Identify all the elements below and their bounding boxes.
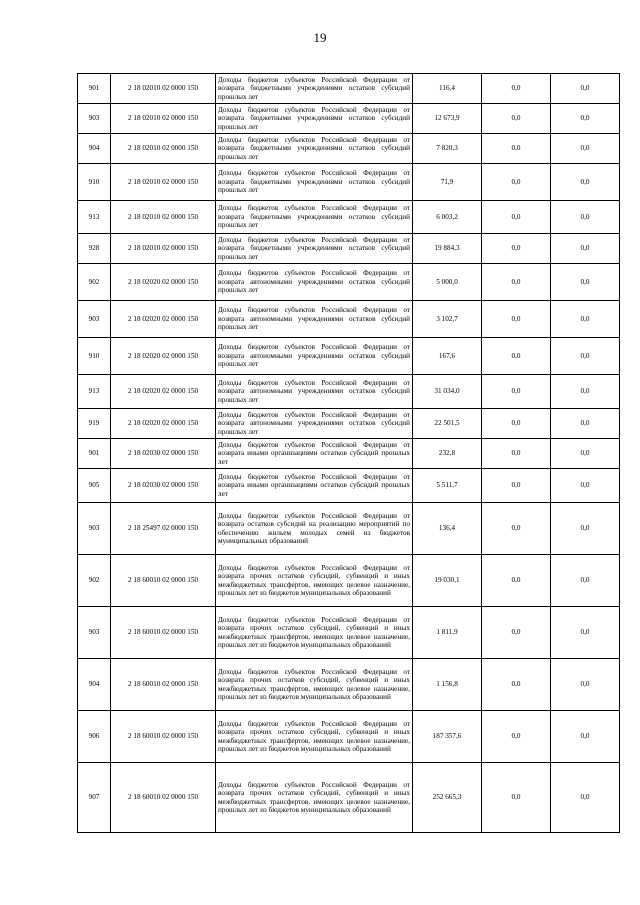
table-row <box>78 301 620 338</box>
budget-classification-code-cell: 2 18 02030 02 0000 150 <box>111 439 216 469</box>
amount-year2-cell: 0,0 <box>482 659 551 711</box>
amount-year1-cell: 187 357,6 <box>413 711 482 763</box>
budget-classification-code-cell: 2 18 02020 02 0000 150 <box>111 301 216 338</box>
revenue-name-cell: Доходы бюджетов субъектов Российской Федерации от возврата прочих остатков субсидий, субвенций и иных межбюджетных трансфертов, имеющих целевое назначение, прошлых лет из бюджетов муниципальных образований <box>216 555 413 607</box>
amount-year1-cell: 7 820,3 <box>413 134 482 164</box>
revenue-name-cell: Доходы бюджетов субъектов Российской Федерации от возврата бюджетными учреждениями остатков субсидий прошлых лет <box>216 104 413 134</box>
table-row <box>78 439 620 469</box>
amount-year3-cell: 0,0 <box>551 74 620 104</box>
budget-classification-code-cell: 2 18 02010 02 0000 150 <box>111 134 216 164</box>
amount-year2-cell: 0,0 <box>482 375 551 409</box>
admin-code-cell: 910 <box>78 164 111 201</box>
budget-classification-code-cell: 2 18 02020 02 0000 150 <box>111 338 216 375</box>
budget-classification-code-cell: 2 18 02010 02 0000 150 <box>111 74 216 104</box>
amount-year3-cell: 0,0 <box>551 134 620 164</box>
budget-classification-code-cell: 2 18 02010 02 0000 150 <box>111 201 216 234</box>
budget-classification-code-cell: 2 18 02030 02 0000 150 <box>111 469 216 503</box>
amount-year1-cell: 1 156,8 <box>413 659 482 711</box>
amount-year3-cell: 0,0 <box>551 104 620 134</box>
table-row <box>78 555 620 607</box>
revenue-name-cell: Доходы бюджетов субъектов Российской Федерации от возврата бюджетными учреждениями остатков субсидий прошлых лет <box>216 201 413 234</box>
amount-year1-cell: 71,9 <box>413 164 482 201</box>
budget-classification-code-cell: 2 18 02010 02 0000 150 <box>111 164 216 201</box>
budget-classification-code-cell: 2 18 60010 02 0000 150 <box>111 555 216 607</box>
budget-classification-code-cell: 2 18 25497 02 0000 150 <box>111 503 216 555</box>
amount-year3-cell: 0,0 <box>551 763 620 833</box>
budget-revenue-table <box>77 73 620 833</box>
amount-year2-cell: 0,0 <box>482 104 551 134</box>
table-row <box>78 134 620 164</box>
revenue-name-cell: Доходы бюджетов субъектов Российской Федерации от возврата иными организациями остатков субсидий прошлых лет <box>216 469 413 503</box>
revenue-name-cell: Доходы бюджетов субъектов Российской Федерации от возврата прочих остатков субсидий, субвенций и иных межбюджетных трансфертов, имеющих целевое назначение, прошлых лет из бюджетов муниципальных образований <box>216 607 413 659</box>
revenue-name-cell: Доходы бюджетов субъектов Российской Федерации от возврата автономными учреждениями остатков субсидий прошлых лет <box>216 301 413 338</box>
table-row <box>78 659 620 711</box>
amount-year3-cell: 0,0 <box>551 201 620 234</box>
table-body <box>78 74 620 833</box>
table-row <box>78 375 620 409</box>
admin-code-cell: 902 <box>78 555 111 607</box>
table-row <box>78 338 620 375</box>
budget-classification-code-cell: 2 18 60010 02 0000 150 <box>111 763 216 833</box>
revenue-name-cell: Доходы бюджетов субъектов Российской Федерации от возврата иными организациями остатков субсидий прошлых лет <box>216 439 413 469</box>
revenue-name-cell: Доходы бюджетов субъектов Российской Федерации от возврата бюджетными учреждениями остатков субсидий прошлых лет <box>216 164 413 201</box>
amount-year1-cell: 22 501,5 <box>413 409 482 439</box>
amount-year2-cell: 0,0 <box>482 264 551 301</box>
table-row <box>78 234 620 264</box>
revenue-name-cell: Доходы бюджетов субъектов Российской Федерации от возврата автономными учреждениями остатков субсидий прошлых лет <box>216 375 413 409</box>
admin-code-cell: 903 <box>78 104 111 134</box>
budget-classification-code-cell: 2 18 60010 02 0000 150 <box>111 607 216 659</box>
amount-year1-cell: 19 030,1 <box>413 555 482 607</box>
revenue-name-cell: Доходы бюджетов субъектов Российской Федерации от возврата прочих остатков субсидий, субвенций и иных межбюджетных трансфертов, имеющих целевое назначение, прошлых лет из бюджетов муниципальных образований <box>216 763 413 833</box>
amount-year1-cell: 232,8 <box>413 439 482 469</box>
table-row <box>78 104 620 134</box>
table-row <box>78 164 620 201</box>
amount-year2-cell: 0,0 <box>482 763 551 833</box>
amount-year3-cell: 0,0 <box>551 234 620 264</box>
amount-year3-cell: 0,0 <box>551 711 620 763</box>
page-number: 19 <box>313 30 327 45</box>
budget-classification-code-cell: 2 18 02010 02 0000 150 <box>111 104 216 134</box>
budget-classification-code-cell: 2 18 60010 02 0000 150 <box>111 659 216 711</box>
amount-year1-cell: 31 034,0 <box>413 375 482 409</box>
admin-code-cell: 913 <box>78 201 111 234</box>
table-row <box>78 607 620 659</box>
amount-year3-cell: 0,0 <box>551 659 620 711</box>
amount-year1-cell: 1 811,9 <box>413 607 482 659</box>
amount-year2-cell: 0,0 <box>482 607 551 659</box>
amount-year1-cell: 5 000,0 <box>413 264 482 301</box>
budget-classification-code-cell: 2 18 02020 02 0000 150 <box>111 264 216 301</box>
admin-code-cell: 913 <box>78 375 111 409</box>
amount-year1-cell: 167,6 <box>413 338 482 375</box>
amount-year1-cell: 136,4 <box>413 503 482 555</box>
revenue-name-cell: Доходы бюджетов субъектов Российской Федерации от возврата автономными учреждениями остатков субсидий прошлых лет <box>216 338 413 375</box>
admin-code-cell: 903 <box>78 607 111 659</box>
amount-year2-cell: 0,0 <box>482 301 551 338</box>
table-row <box>78 763 620 833</box>
admin-code-cell: 902 <box>78 264 111 301</box>
amount-year3-cell: 0,0 <box>551 607 620 659</box>
table-row <box>78 74 620 104</box>
admin-code-cell: 901 <box>78 439 111 469</box>
amount-year3-cell: 0,0 <box>551 439 620 469</box>
amount-year2-cell: 0,0 <box>482 503 551 555</box>
admin-code-cell: 928 <box>78 234 111 264</box>
admin-code-cell: 907 <box>78 763 111 833</box>
amount-year1-cell: 3 102,7 <box>413 301 482 338</box>
amount-year2-cell: 0,0 <box>482 164 551 201</box>
admin-code-cell: 901 <box>78 74 111 104</box>
budget-classification-code-cell: 2 18 02020 02 0000 150 <box>111 375 216 409</box>
table-row <box>78 469 620 503</box>
admin-code-cell: 906 <box>78 711 111 763</box>
amount-year3-cell: 0,0 <box>551 469 620 503</box>
revenue-name-cell: Доходы бюджетов субъектов Российской Федерации от возврата бюджетными учреждениями остатков субсидий прошлых лет <box>216 234 413 264</box>
admin-code-cell: 904 <box>78 134 111 164</box>
table-row <box>78 711 620 763</box>
budget-classification-code-cell: 2 18 02010 02 0000 150 <box>111 234 216 264</box>
admin-code-cell: 919 <box>78 409 111 439</box>
amount-year2-cell: 0,0 <box>482 234 551 264</box>
amount-year2-cell: 0,0 <box>482 439 551 469</box>
amount-year2-cell: 0,0 <box>482 74 551 104</box>
admin-code-cell: 905 <box>78 469 111 503</box>
admin-code-cell: 904 <box>78 659 111 711</box>
budget-classification-code-cell: 2 18 60010 02 0000 150 <box>111 711 216 763</box>
amount-year2-cell: 0,0 <box>482 338 551 375</box>
budget-classification-code-cell: 2 18 02020 02 0000 150 <box>111 409 216 439</box>
admin-code-cell: 903 <box>78 301 111 338</box>
revenue-name-cell: Доходы бюджетов субъектов Российской Федерации от возврата бюджетными учреждениями остатков субсидий прошлых лет <box>216 74 413 104</box>
amount-year2-cell: 0,0 <box>482 555 551 607</box>
amount-year3-cell: 0,0 <box>551 338 620 375</box>
amount-year2-cell: 0,0 <box>482 711 551 763</box>
amount-year1-cell: 116,4 <box>413 74 482 104</box>
amount-year3-cell: 0,0 <box>551 264 620 301</box>
amount-year2-cell: 0,0 <box>482 201 551 234</box>
revenue-name-cell: Доходы бюджетов субъектов Российской Федерации от возврата автономными учреждениями остатков субсидий прошлых лет <box>216 264 413 301</box>
table-row <box>78 503 620 555</box>
amount-year1-cell: 6 003,2 <box>413 201 482 234</box>
amount-year2-cell: 0,0 <box>482 469 551 503</box>
table-row <box>78 264 620 301</box>
revenue-name-cell: Доходы бюджетов субъектов Российской Федерации от возврата бюджетными учреждениями остатков субсидий прошлых лет <box>216 134 413 164</box>
amount-year1-cell: 5 511,7 <box>413 469 482 503</box>
amount-year3-cell: 0,0 <box>551 164 620 201</box>
amount-year3-cell: 0,0 <box>551 503 620 555</box>
revenue-name-cell: Доходы бюджетов субъектов Российской Федерации от возврата прочих остатков субсидий, субвенций и иных межбюджетных трансфертов, имеющих целевое назначение, прошлых лет из бюджетов муниципальных образований <box>216 659 413 711</box>
amount-year2-cell: 0,0 <box>482 409 551 439</box>
amount-year1-cell: 19 884,3 <box>413 234 482 264</box>
amount-year3-cell: 0,0 <box>551 375 620 409</box>
revenue-name-cell: Доходы бюджетов субъектов Российской Федерации от возврата автономными учреждениями остатков субсидий прошлых лет <box>216 409 413 439</box>
amount-year1-cell: 12 673,9 <box>413 104 482 134</box>
table-row <box>78 201 620 234</box>
table-row <box>78 409 620 439</box>
admin-code-cell: 910 <box>78 338 111 375</box>
revenue-name-cell: Доходы бюджетов субъектов Российской Федерации от возврата остатков субсидий на реализацию мероприятий по обеспечению жильем молодых семей из бюджетов муниципальных образований <box>216 503 413 555</box>
amount-year3-cell: 0,0 <box>551 555 620 607</box>
amount-year2-cell: 0,0 <box>482 134 551 164</box>
revenue-name-cell: Доходы бюджетов субъектов Российской Федерации от возврата прочих остатков субсидий, субвенций и иных межбюджетных трансфертов, имеющих целевое назначение, прошлых лет из бюджетов муниципальных образований <box>216 711 413 763</box>
amount-year3-cell: 0,0 <box>551 409 620 439</box>
admin-code-cell: 903 <box>78 503 111 555</box>
amount-year1-cell: 252 665,3 <box>413 763 482 833</box>
amount-year3-cell: 0,0 <box>551 301 620 338</box>
